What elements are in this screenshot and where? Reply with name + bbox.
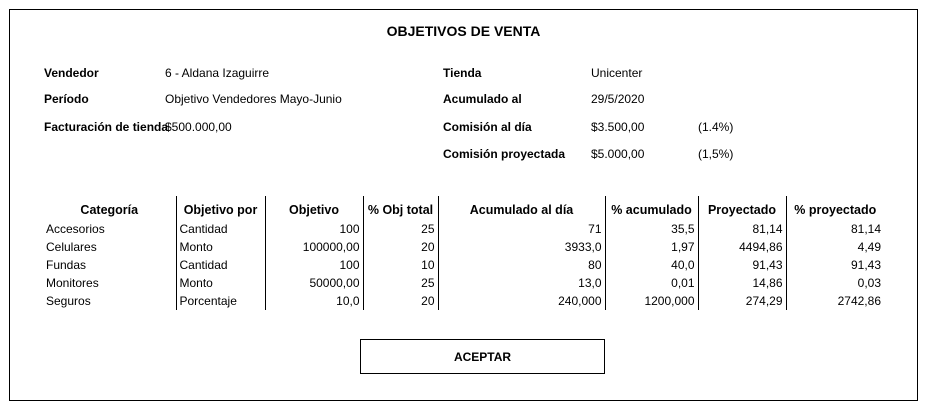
- cell-pct-proyectado: 91,43: [786, 256, 884, 274]
- cell-objetivo-por: Porcentaje: [176, 292, 265, 310]
- cell-objetivo: 100: [265, 220, 363, 238]
- header-categoria: Categoría: [80, 203, 139, 217]
- cell-acumulado-dia: 240,000: [438, 292, 605, 310]
- header-acumulado-dia: Acumulado al día: [438, 196, 605, 220]
- acumulado-label: Acumulado al: [443, 92, 522, 106]
- cell-pct-proyectado: 4,49: [786, 238, 884, 256]
- tienda-label: Tienda: [443, 66, 482, 80]
- cell-obj-total: 25: [363, 220, 438, 238]
- cell-pct-acumulado: 35,5: [605, 220, 698, 238]
- header-proyectado: Proyectado: [698, 196, 786, 220]
- table-row: [43, 220, 884, 238]
- cell-acumulado-dia: 3933,0: [438, 238, 605, 256]
- cell-pct-acumulado: 1,97: [605, 238, 698, 256]
- cell-objetivo: 100000,00: [265, 238, 363, 256]
- cell-proyectado: 274,29: [698, 292, 786, 310]
- comision-dia-percent: (1.4%): [698, 120, 734, 134]
- cell-objetivo: 100: [265, 256, 363, 274]
- cell-obj-total: 20: [363, 292, 438, 310]
- cell-objetivo-por: Cantidad: [176, 220, 265, 238]
- cell-objetivo: 10,0: [265, 292, 363, 310]
- header-objetivo: Objetivo: [265, 196, 363, 220]
- cell-acumulado-dia: 13,0: [438, 274, 605, 292]
- header-pct-acumulado: % acumulado: [605, 196, 698, 220]
- cell-categoria: Fundas: [46, 258, 87, 272]
- cell-pct-proyectado: 0,03: [786, 274, 884, 292]
- comision-proyectada-label: Comisión proyectada: [443, 147, 566, 161]
- comision-dia-label: Comisión al día: [443, 120, 532, 134]
- cell-pct-acumulado: 40,0: [605, 256, 698, 274]
- table-row: [43, 292, 884, 310]
- cell-categoria: Celulares: [46, 240, 97, 254]
- vendedor-value: 6 - Aldana Izaguirre: [165, 66, 270, 80]
- comision-proyectada-value: $5.000,00: [591, 147, 645, 161]
- periodo-value: Objetivo Vendedores Mayo-Junio: [165, 92, 342, 106]
- objetivos-dialog: [9, 9, 918, 401]
- tienda-value: Unicenter: [591, 66, 643, 80]
- comision-dia-value: $3.500,00: [591, 120, 645, 134]
- periodo-label: Período: [44, 92, 89, 106]
- cell-proyectado: 4494,86: [698, 238, 786, 256]
- table-header-row: [43, 196, 884, 220]
- cell-objetivo-por: Monto: [176, 274, 265, 292]
- table-row: [43, 274, 884, 292]
- cell-obj-total: 25: [363, 274, 438, 292]
- header-pct-proyectado: % proyectado: [786, 196, 884, 220]
- cell-obj-total: 10: [363, 256, 438, 274]
- aceptar-button[interactable]: ACEPTAR: [360, 339, 605, 374]
- objetivos-table: [43, 196, 884, 310]
- facturacion-value: $500.000,00: [165, 120, 232, 134]
- cell-proyectado: 81,14: [698, 220, 786, 238]
- cell-obj-total: 20: [363, 238, 438, 256]
- cell-objetivo-por: Monto: [176, 238, 265, 256]
- header-obj-total: % Obj total: [363, 196, 438, 220]
- cell-categoria: Seguros: [46, 294, 91, 308]
- cell-pct-proyectado: 2742,86: [786, 292, 884, 310]
- cell-pct-proyectado: 81,14: [786, 220, 884, 238]
- acumulado-value: 29/5/2020: [591, 92, 645, 106]
- cell-proyectado: 91,43: [698, 256, 786, 274]
- dialog-title: OBJETIVOS DE VENTA: [386, 23, 541, 39]
- table-row: [43, 256, 884, 274]
- comision-proyectada-percent: (1,5%): [698, 147, 734, 161]
- cell-objetivo-por: Cantidad: [176, 256, 265, 274]
- facturacion-label: Facturación de tienda: [44, 120, 169, 134]
- cell-pct-acumulado: 0,01: [605, 274, 698, 292]
- cell-categoria: Accesorios: [46, 222, 105, 236]
- header-objetivo-por: Objetivo por: [176, 196, 265, 220]
- cell-proyectado: 14,86: [698, 274, 786, 292]
- cell-pct-acumulado: 1200,000: [605, 292, 698, 310]
- cell-acumulado-dia: 71: [438, 220, 605, 238]
- cell-categoria: Monitores: [46, 276, 99, 290]
- vendedor-label: Vendedor: [44, 66, 99, 80]
- cell-objetivo: 50000,00: [265, 274, 363, 292]
- cell-acumulado-dia: 80: [438, 256, 605, 274]
- table-row: [43, 238, 884, 256]
